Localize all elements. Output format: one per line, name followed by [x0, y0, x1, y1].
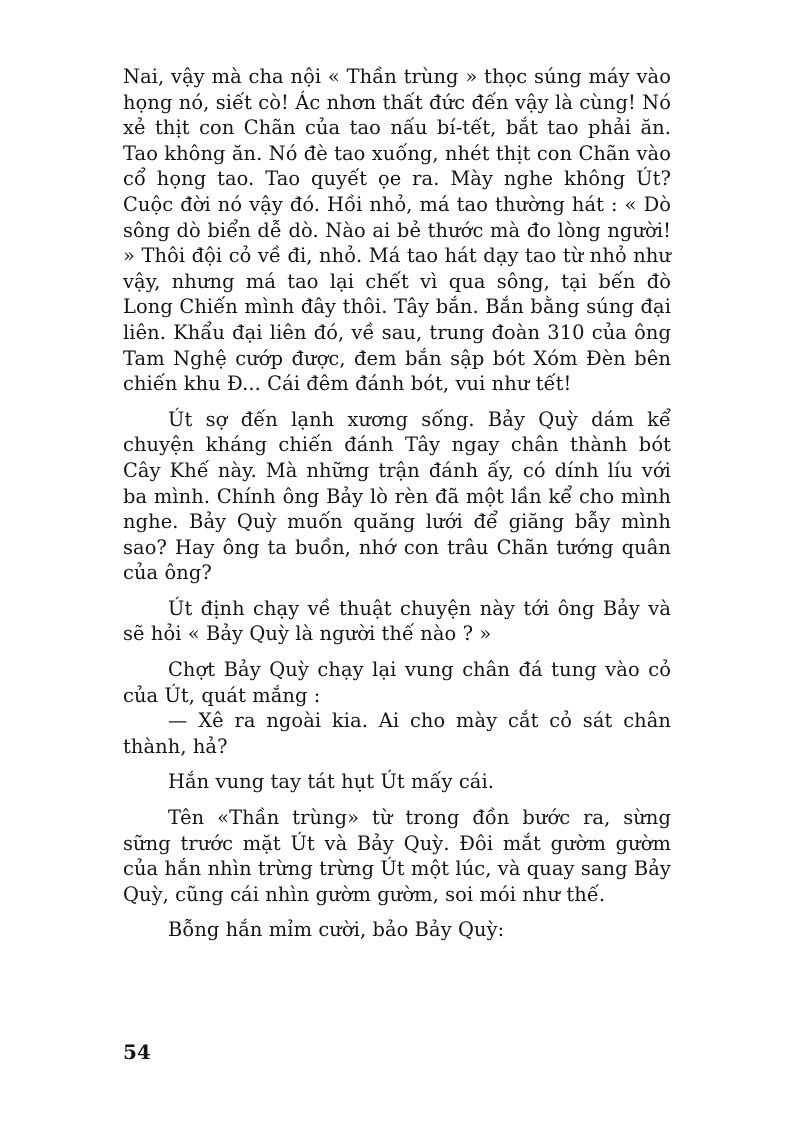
paragraph-1: Nai, vậy mà cha nội « Thần trùng » thọc súng máy vào họng nó, siết cò! Ác nhơn thất đức đến vậy là cùng! Nó xẻ thịt con Chãn của tao nấu bí-tết, bắt tao phải ăn. Tao không ăn. Nó đè tao xuống, nhét thịt con Chãn vào cổ họng tao. Tao quyết ọe ra. Mày nghe không Út? Cuộc đời nó vậy đó. Hồi nhỏ, má tao thường hát : « Dò sông dò biển dễ dò. Nào ai bẻ thước mà đo lòng người! » Thôi đội cỏ về đi, nhỏ. Má tao hát dạy tao từ nhỏ như vậy, nhưng má tao lại chết vì qua sông, tại bến đò Long Chiến mình đây thôi. Tây bắn. Bắn bằng súng đại liên. Khẩu đại liên đó, về sau, trung đoàn 310 của ông Tam Nghệ cướp được, đem bắn sập bót Xóm Đèn bên chiến khu Đ... Cái đêm đánh bót, vui như tết!: [123, 65, 671, 396]
paragraph-6: Hắn vung tay tát hụt Út mấy cái.: [168, 770, 495, 794]
paragraph-8: Bỗng hắn mỉm cười, bảo Bảy Quỳ:: [168, 918, 505, 942]
paragraph-7: Tên «Thần trùng» từ trong đồn bước ra, sừng sững trước mặt Út và Bảy Quỳ. Đôi mắt gườm gườm của hắn nhìn trừng trừng Út một lúc, và quay sang Bảy Quỳ, cũng cái nhìn gườm gườm, soi mói như thế.: [123, 806, 671, 906]
paragraph-5: — Xê ra ngoài kia. Ai cho mày cắt cỏ sát chân thành, hả?: [123, 709, 671, 758]
paragraph-4: Chợt Bảy Quỳ chạy lại vung chân đá tung vào cỏ của Út, quát mắng :: [123, 658, 671, 707]
page-number: 54: [123, 1040, 151, 1064]
page-body: [123, 64, 671, 943]
paragraph-2: Út sợ đến lạnh xương sống. Bảy Quỳ dám kể chuyện kháng chiến đánh Tây ngay chân thành bót Cây Khế này. Mà những trận đánh ấy, có dính líu với ba mình. Chính ông Bảy lò rèn đã một lần kể cho mình nghe. Bảy Quỳ muốn quăng lưới để giăng bẫy mình sao? Hay ông ta buồn, nhớ con trâu Chãn tướng quân của ông?: [123, 407, 671, 585]
paragraph-3: Út định chạy về thuật chuyện này tới ông Bảy và sẽ hỏi « Bảy Quỳ là người thế nào ? »: [123, 596, 671, 646]
